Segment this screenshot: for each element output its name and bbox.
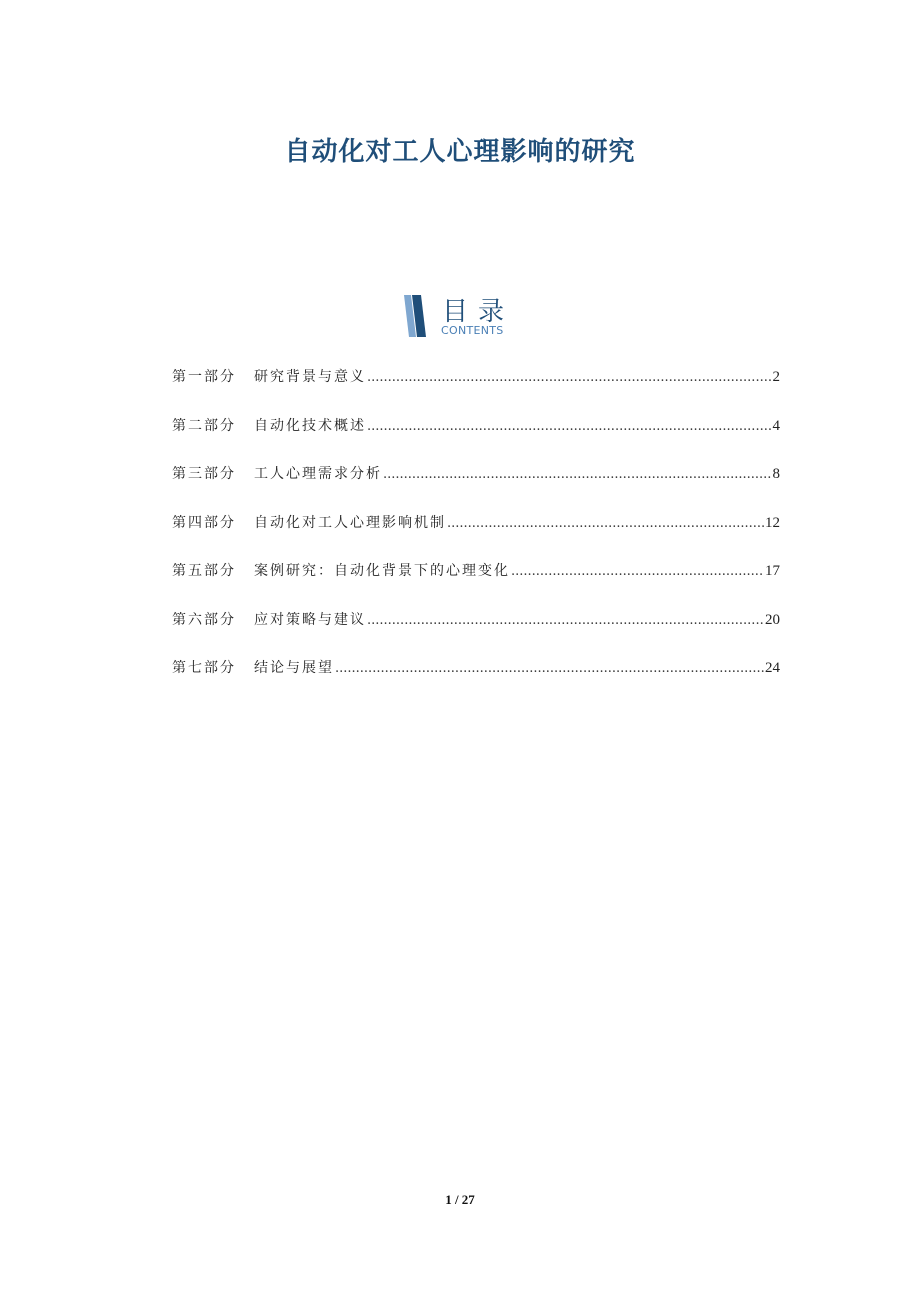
toc-entry-page-number: 17: [765, 563, 780, 579]
table-of-contents: [172, 366, 780, 706]
toc-entry-part-label: 第五部分: [172, 563, 236, 579]
toc-entry-page-number: 4: [772, 417, 780, 434]
toc-entry-title: 工人心理需求分析: [254, 466, 382, 482]
toc-subheading: CONTENTS: [441, 324, 504, 337]
toc-entry-title: 应对策略与建议: [254, 611, 366, 628]
toc-entry-page-number: 20: [765, 611, 780, 628]
toc-entry-part-label: 第三部分: [172, 466, 236, 482]
toc-dot-leader: [367, 613, 764, 628]
toc-dot-leader: [367, 370, 772, 385]
toc-entry-part-3[interactable]: [172, 463, 780, 512]
toc-dot-leader: [447, 516, 764, 531]
toc-entry-page-number: 12: [765, 514, 780, 531]
toc-entry-part-label: 第二部分: [172, 417, 236, 434]
toc-entry-title: 自动化对工人心理影响机制: [254, 514, 446, 531]
toc-entry-page-number: 2: [772, 369, 780, 385]
toc-header: [404, 293, 544, 339]
toc-dot-leader: [367, 419, 772, 434]
toc-entry-title: 案例研究：自动化背景下的心理变化: [254, 563, 510, 579]
toc-dot-leader: [511, 564, 764, 579]
page-number-footer: 1 / 27: [445, 1192, 475, 1207]
toc-entry-part-label: 第四部分: [172, 514, 236, 531]
toc-entry-part-2[interactable]: [172, 415, 780, 464]
toc-entry-part-label: 第七部分: [172, 660, 236, 676]
toc-entry-part-7[interactable]: [172, 657, 780, 706]
toc-entry-part-6[interactable]: [172, 609, 780, 658]
toc-entry-part-label: 第一部分: [172, 369, 236, 385]
toc-dot-leader: [335, 661, 764, 676]
toc-entry-part-4[interactable]: [172, 512, 780, 561]
toc-entry-part-5[interactable]: [172, 560, 780, 609]
toc-heading: 目录: [442, 297, 515, 327]
toc-entry-page-number: 24: [765, 660, 780, 676]
toc-entry-title: 结论与展望: [254, 660, 334, 676]
toc-entry-title: 研究背景与意义: [254, 369, 366, 385]
document-title: 自动化对工人心理影响的研究: [284, 137, 636, 168]
toc-entry-page-number: 8: [772, 466, 780, 482]
toc-dot-leader: [383, 467, 772, 482]
toc-stripe-logo-icon: [404, 295, 430, 337]
toc-entry-part-label: 第六部分: [172, 611, 236, 628]
toc-entry-title: 自动化技术概述: [254, 417, 366, 434]
toc-entry-part-1[interactable]: [172, 366, 780, 415]
